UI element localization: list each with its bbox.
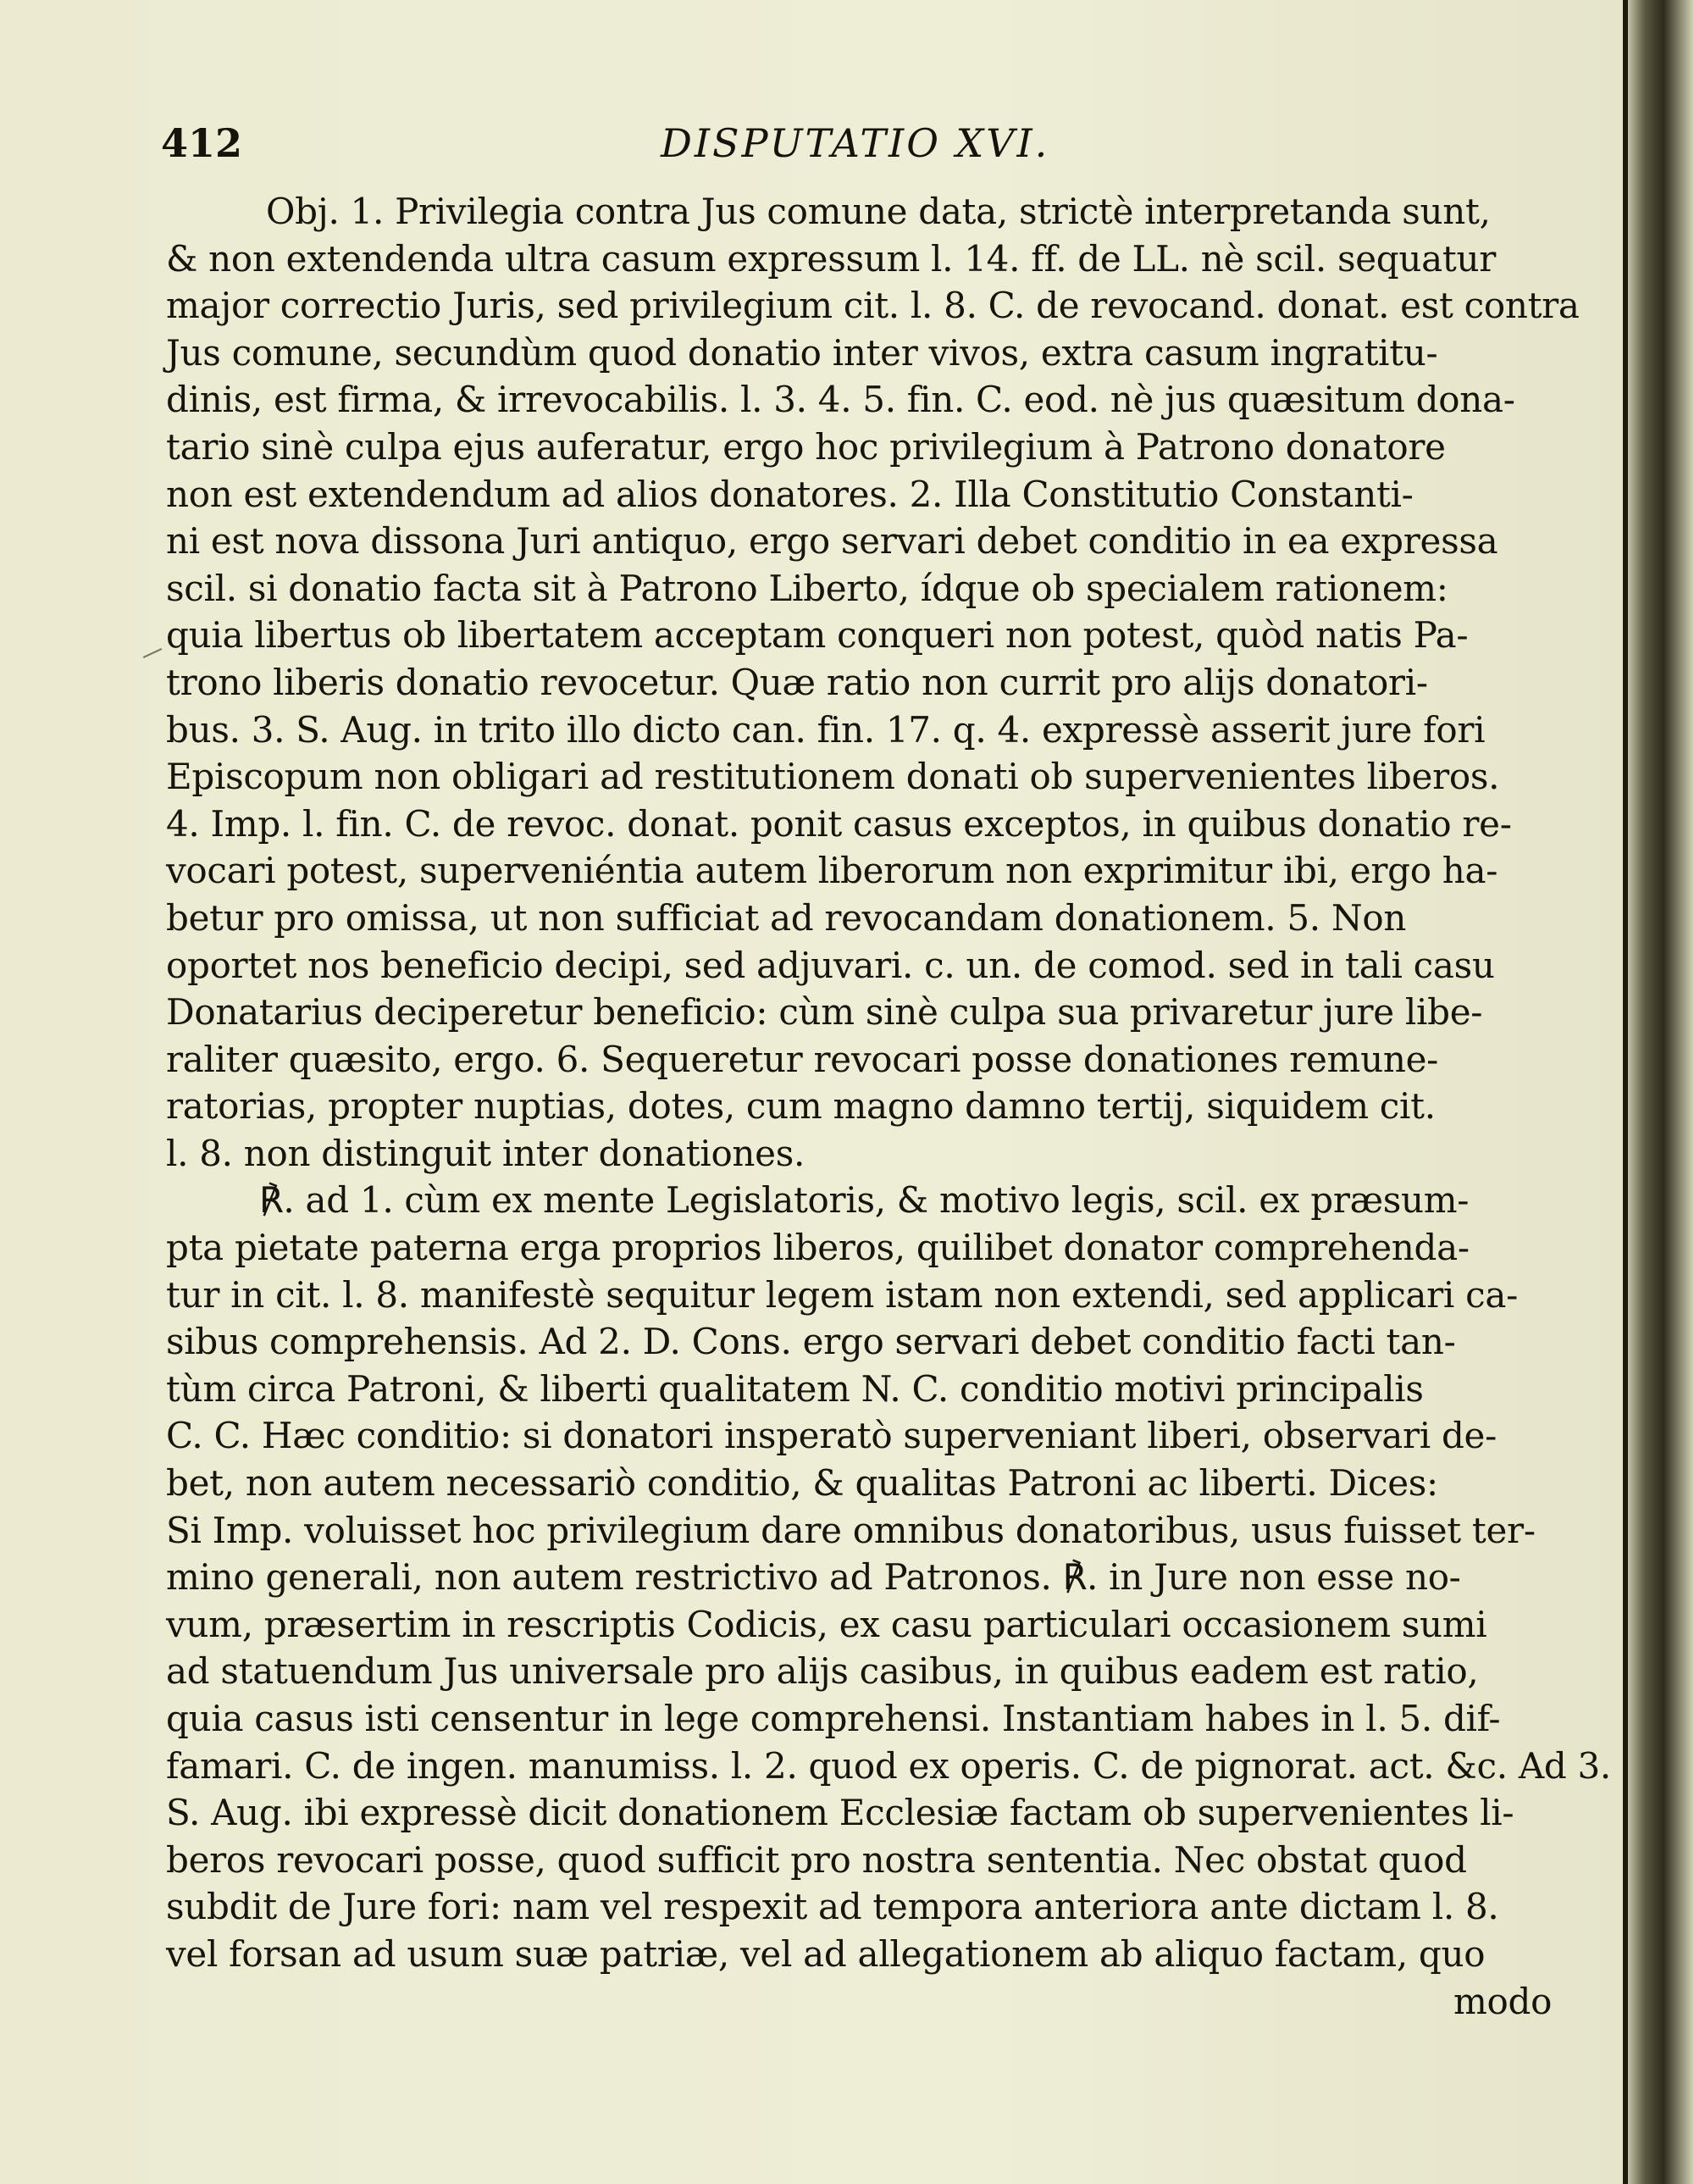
text-line: non est extendendum ad alios donatores. 2. Illa Constitutio Constanti- [166, 473, 1414, 515]
text-line: 4. Imp. l. fin. C. de revoc. donat. ponit casus exceptos, in quibus donatio re- [166, 802, 1512, 845]
text-line: tur in cit. l. 8. manifestè sequitur legem istam non extendi, sed applicari ca- [166, 1273, 1518, 1316]
text-line: Donatarius deciperetur beneficio: cùm sinè culpa sua privaretur jure libe- [166, 991, 1483, 1034]
text-line: Jus comune, secundùm quod donatio inter vivos, extra casum ingratitu- [166, 331, 1438, 374]
gutter-edge [1623, 0, 1628, 2184]
text-line: bet, non autem necessariò conditio, & qualitas Patroni ac liberti. Dices: [166, 1462, 1438, 1505]
text-line: S. Aug. ibi expressè dicit donationem Ecclesiæ factam ob supervenientes li- [166, 1792, 1514, 1834]
text-line: quia libertus ob libertatem acceptam conqueri non potest, quòd natis Pa- [166, 614, 1469, 657]
text-line: subdit de Jure fori: nam vel respexit ad tempora anteriora ante dictam l. 8. [166, 1886, 1499, 1928]
text-line: beros revocari posse, quod sufficit pro nostra sententia. Nec obstat quod [166, 1838, 1467, 1881]
text-line: vum, præsertim in rescriptis Codicis, ex casu particulari occasionem sumi [166, 1603, 1487, 1645]
text-line: major correctio Juris, sed privilegium cit. l. 8. C. de revocand. donat. est contra [166, 285, 1580, 327]
text-line: raliter quæsito, ergo. 6. Sequeretur revocari posse donationes remune- [166, 1038, 1439, 1080]
ink-mark [143, 648, 163, 658]
text-line: oportet nos beneficio decipi, sed adjuvari. c. un. de comod. sed in tali casu [166, 944, 1495, 986]
text-line: ratorias, propter nuptias, dotes, cum magno damno tertij, siquidem cit. [166, 1085, 1436, 1128]
catchword: modo [1453, 1980, 1553, 2022]
text-line: ni est nova dissona Juri antiquo, ergo servari debet conditio in ea expressa [166, 520, 1498, 563]
text-line: vocari potest, superveniéntia autem liberorum non exprimitur ibi, ergo ha- [166, 850, 1498, 892]
text-line: dinis, est firma, & irrevocabilis. l. 3. 4. 5. fin. C. eod. nè jus quæsitum dona- [166, 379, 1515, 421]
body-text [166, 188, 1611, 2025]
text-line: scil. si donatio facta sit à Patrono Liberto, ídque ob specialem rationem: [166, 567, 1448, 609]
text-line: Obj. 1. Privilegia contra Jus comune data, strictè interpretanda sunt, [266, 191, 1491, 232]
book-gutter-shadow [1626, 0, 1694, 2184]
text-line: famari. C. de ingen. manumiss. l. 2. quod ex operis. C. de pignorat. act. &c. Ad 3. [166, 1744, 1611, 1787]
text-line: ad statuendum Jus universale pro alijs casibus, in quibus eadem est ratio, [166, 1650, 1479, 1693]
text-line: Episcopum non obligari ad restitutionem donati ob supervenientes liberos. [166, 756, 1500, 798]
page-header [161, 120, 1550, 175]
text-line: C. C. Hæc conditio: si donatori insperatò superveniant liberi, observari de- [166, 1415, 1497, 1457]
text-line: tùm circa Patroni, & liberti qualitatem N. C. conditio motivi principalis [166, 1367, 1424, 1410]
text-line: bus. 3. S. Aug. in trito illo dicto can. fin. 17. q. 4. expressè asserit jure fori [166, 708, 1486, 751]
text-line: trono liberis donatio revocetur. Quæ ratio non currit pro alijs donatori- [166, 661, 1428, 703]
text-line: tario sinè culpa ejus auferatur, ergo hoc privilegium à Patrono donatore [166, 425, 1446, 468]
text-line: vel forsan ad usum suæ patriæ, vel ad allegationem ab aliquo factam, quo [166, 1932, 1486, 1975]
text-line: sibus comprehensis. Ad 2. D. Cons. ergo servari debet conditio facti tan- [166, 1321, 1456, 1363]
text-line: ℟. ad 1. cùm ex mente Legislatoris, & motivo legis, scil. ex præsum- [259, 1179, 1470, 1222]
page-number: 412 [161, 120, 243, 166]
text-line: l. 8. non distinguit inter donationes. [166, 1132, 805, 1174]
text-line: betur pro omissa, ut non sufficiat ad revocandam donationem. 5. Non [166, 896, 1407, 939]
text-line: mino generali, non autem restrictivo ad Patronos. ℟. in Jure non esse no- [166, 1556, 1461, 1599]
running-title: DISPUTATIO XVI. [661, 120, 1050, 166]
text-line: & non extendenda ultra casum expressum l. 14. ff. de LL. nè scil. sequatur [166, 237, 1496, 280]
text-line: Si Imp. voluisset hoc privilegium dare omnibus donatoribus, usus fuisset ter- [166, 1509, 1536, 1551]
text-line: quia casus isti censentur in lege comprehensi. Instantiam habes in l. 5. dif- [166, 1698, 1501, 1739]
text-line: pta pietate paterna erga proprios liberos, quilibet donator comprehenda- [166, 1227, 1470, 1269]
